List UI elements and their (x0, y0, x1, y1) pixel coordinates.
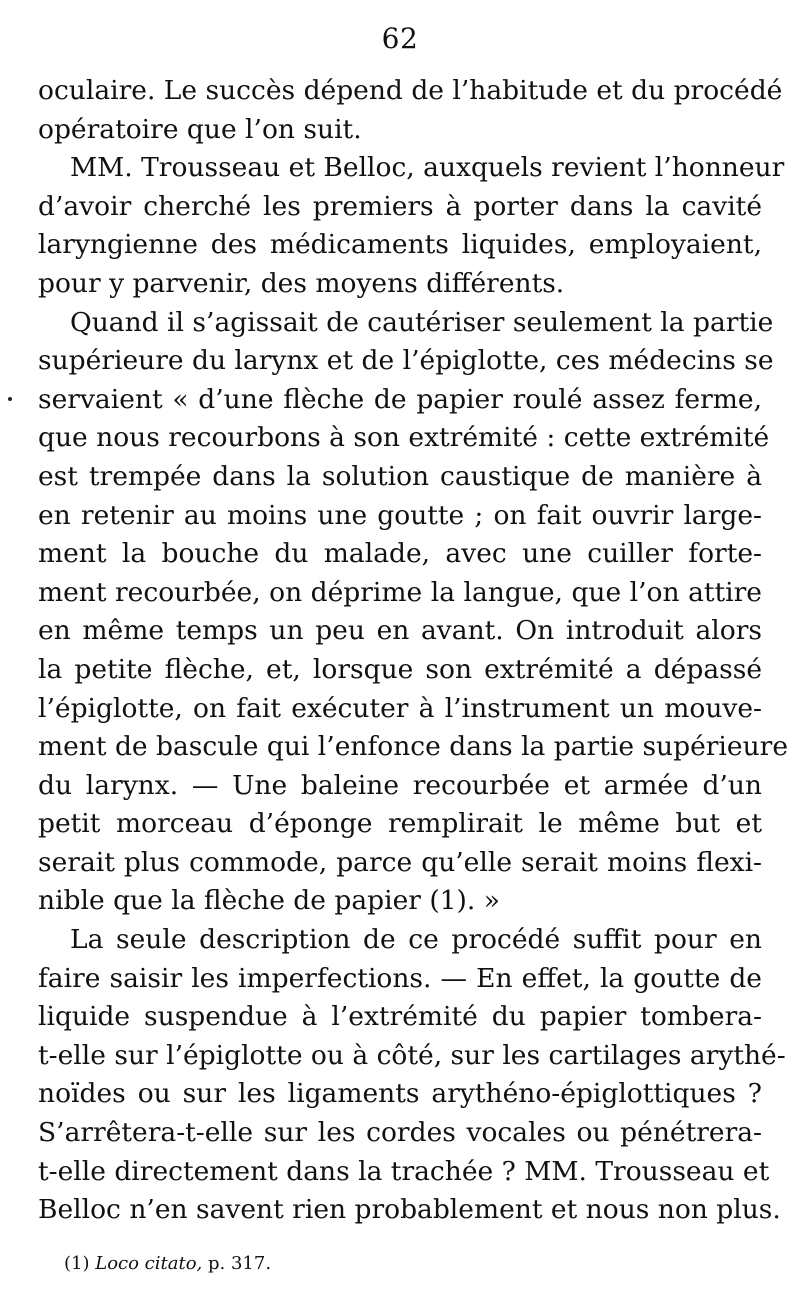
text-line: ment de bascule qui l’enfonce dans la partie supérieure (38, 731, 788, 763)
text-line: MM. Trousseau et Belloc, auxquels revient l’honneur (70, 152, 785, 184)
text-line: d’avoir cherché les premiers à porter dans la cavité (38, 190, 762, 222)
text-line: Belloc n’en savent rien probablement et nous non plus. (38, 1194, 781, 1226)
text-line: la petite flèche, et, lorsque son extrémité a dépassé (38, 653, 762, 685)
text-line: ment recourbée, on déprime la langue, que l’on attire (38, 576, 762, 608)
text-line: pour y parvenir, des moyens différents. (38, 267, 565, 299)
text-line: noïdes ou sur les ligaments arythéno-épiglottiques ? (38, 1078, 762, 1110)
text-line: petit morceau d’éponge remplirait le même but et (38, 808, 762, 840)
text-line: l’épiglotte, on fait exécuter à l’instrument un mouve- (38, 692, 762, 724)
text-line: nible que la flèche de papier (1). » (38, 885, 500, 917)
footnote-page: p. 317. (208, 1253, 272, 1274)
page-body (38, 72, 788, 1230)
text-line: ment la bouche du malade, avec une cuiller forte- (38, 538, 762, 570)
text-line: en retenir au moins une goutte ; on fait ouvrir large- (38, 499, 762, 531)
text-line: laryngienne des médicaments liquides, employaient, (38, 229, 762, 261)
text-line: oculaire. Le succès dépend de l’habitude et du procédé (38, 75, 783, 106)
text-line: en même temps un peu en avant. On introduit alors (38, 615, 762, 647)
text-line: du larynx. — Une baleine recourbée et armée d’un (38, 769, 762, 801)
text-line: que nous recourbons à son extrémité : cette extrémité (38, 422, 770, 454)
footnote-marker: (1) (64, 1253, 90, 1274)
margin-mark (8, 397, 12, 401)
text-line: serait plus commode, parce qu’elle serait moins flexi- (38, 846, 762, 878)
footnote (64, 1252, 271, 1276)
text-line: servaient « d’une flèche de papier roulé assez ferme, (38, 383, 762, 415)
text-line: est trempée dans la solution caustique de manière à (38, 460, 762, 492)
footnote-reference: Loco citato, (95, 1253, 203, 1274)
text-line: opératoire que l’on suit. (38, 113, 362, 145)
text-line: Quand il s’agissait de cautériser seulement la partie (70, 306, 774, 338)
text-line: t-elle directement dans la trachée ? MM. Trousseau et (38, 1155, 770, 1187)
text-line: supérieure du larynx et de l’épiglotte, ces médecins se (38, 345, 774, 377)
text-line: faire saisir les imperfections. — En effet, la goutte de (38, 962, 762, 994)
text-line: La seule description de ce procédé suffit pour en (70, 924, 762, 956)
text-line: S’arrêtera-t-elle sur les cordes vocales ou pénétrera- (38, 1117, 762, 1149)
page-number: 62 (381, 22, 419, 55)
text-line: liquide suspendue à l’extrémité du papier tombera- (38, 1001, 762, 1033)
text-line: t-elle sur l’épiglotte ou à côté, sur les cartilages arythé- (38, 1039, 786, 1071)
